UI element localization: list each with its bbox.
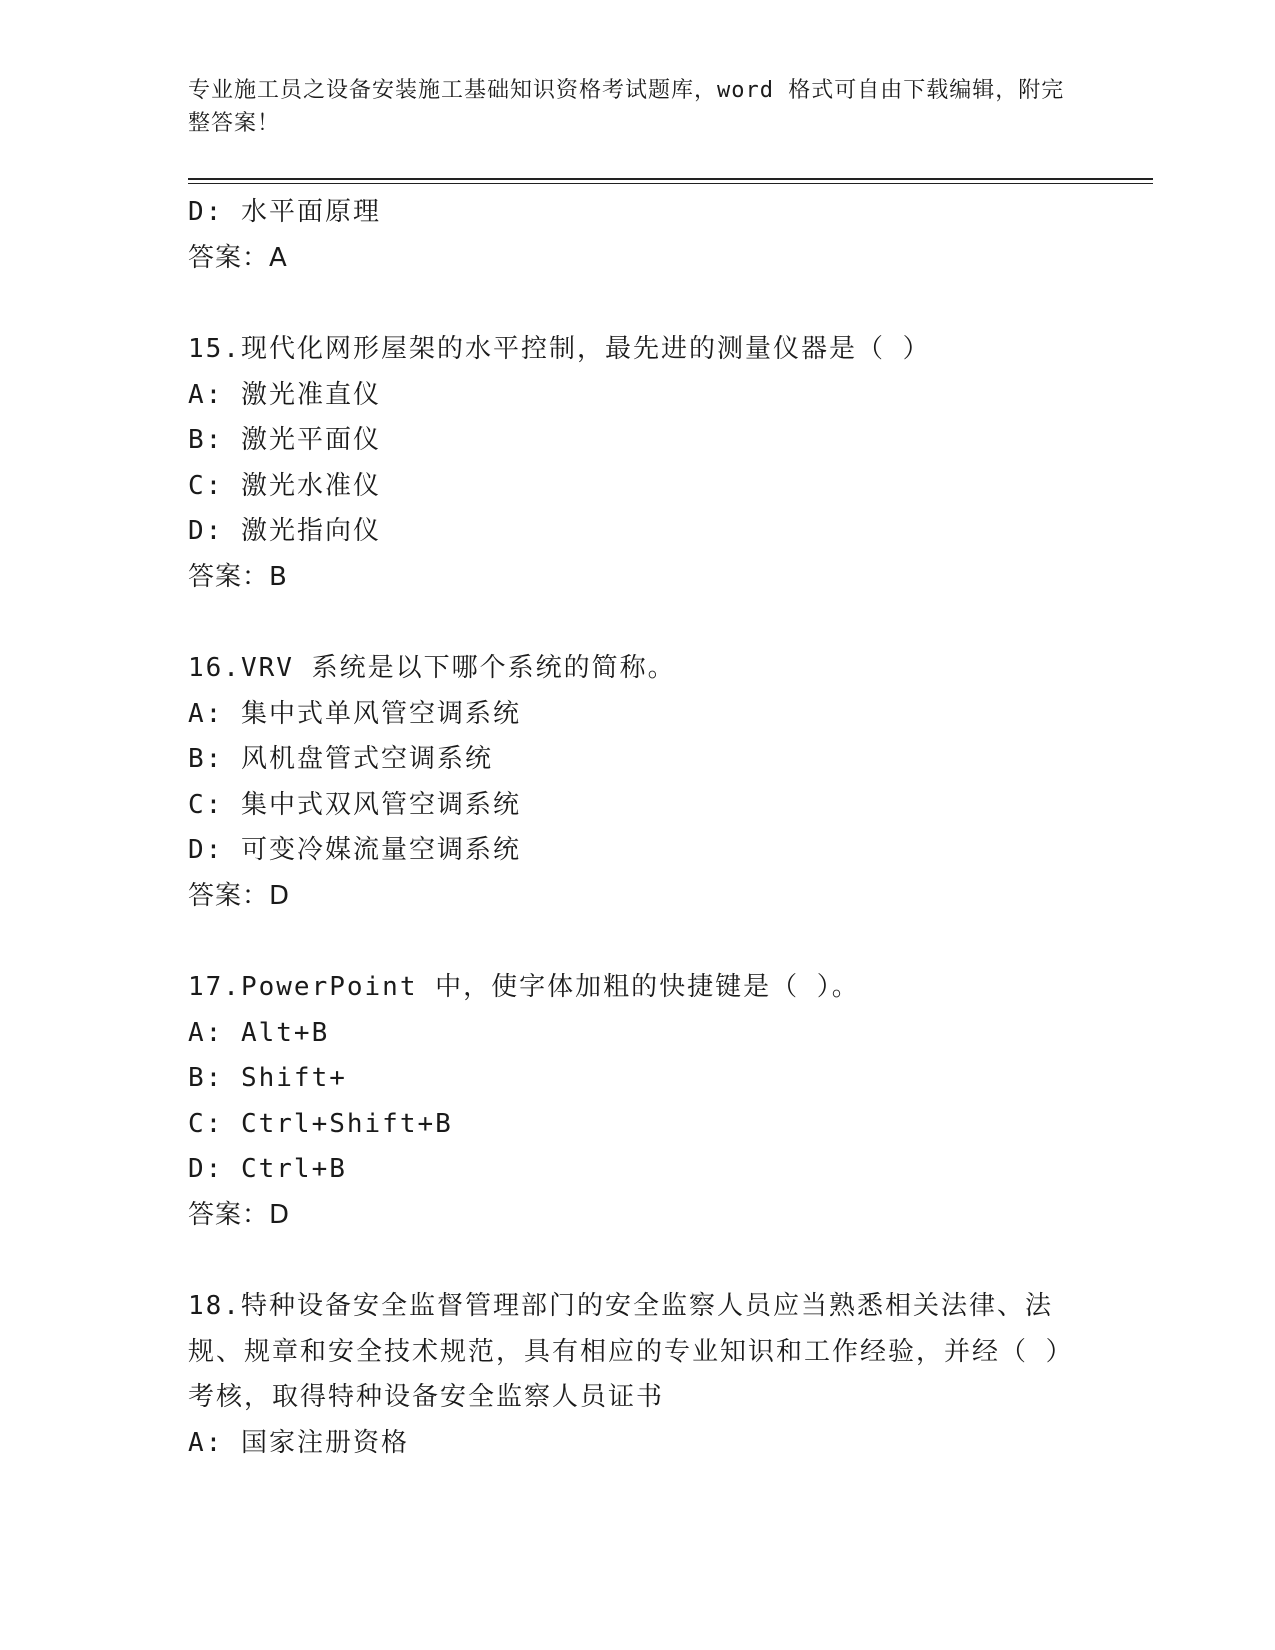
option-a: A: 国家注册资格 [188,1427,409,1458]
answer-line: 答案：D [188,880,291,911]
option-d: D: 水平面原理 [188,197,381,227]
option-b: B: 激光平面仪 [188,425,381,455]
question-stem: 16.VRV 系统是以下哪个系统的简称。 [188,653,676,683]
question-18 [188,1284,1088,1466]
option-a: A: Alt+B [188,1017,330,1048]
question-17 [188,965,1088,1238]
question-15 [188,327,1088,600]
option-c: C: 集中式双风管空调系统 [188,789,521,820]
option-d: D: Ctrl+B [188,1154,347,1184]
question-stem: 17.PowerPoint 中，使字体加粗的快捷键是（ ）。 [188,972,860,1002]
answer-line: 答案：A [188,242,288,273]
header-divider-top [188,178,1153,180]
option-b: B: 风机盘管式空调系统 [188,744,493,774]
option-b: B: Shift+ [188,1063,347,1093]
document-header: 专业施工员之设备安装施工基础知识资格考试题库，word 格式可自由下载编辑，附完整答案！ [188,78,1065,136]
header-divider-bottom [188,183,1153,184]
question-content [188,190,1088,1466]
option-c: C: Ctrl+Shift+B [188,1108,453,1139]
option-a: A: 集中式单风管空调系统 [188,698,521,729]
option-a: A: 激光准直仪 [188,379,381,410]
answer-line: 答案：B [188,561,288,592]
answer-line: 答案：D [188,1199,291,1230]
question-stem: 18.特种设备安全监督管理部门的安全监察人员应当熟悉相关法律、法规、规章和安全技术规范，具有相应的专业知识和工作经验，并经（ ）考核，取得特种设备安全监察人员证书 [188,1291,1061,1412]
question-16 [188,646,1088,919]
option-d: D: 可变冷媒流量空调系统 [188,835,521,865]
option-d: D: 激光指向仪 [188,516,381,546]
option-c: C: 激光水准仪 [188,470,381,501]
question-stem: 15.现代化网形屋架的水平控制，最先进的测量仪器是（ ） [188,334,931,364]
